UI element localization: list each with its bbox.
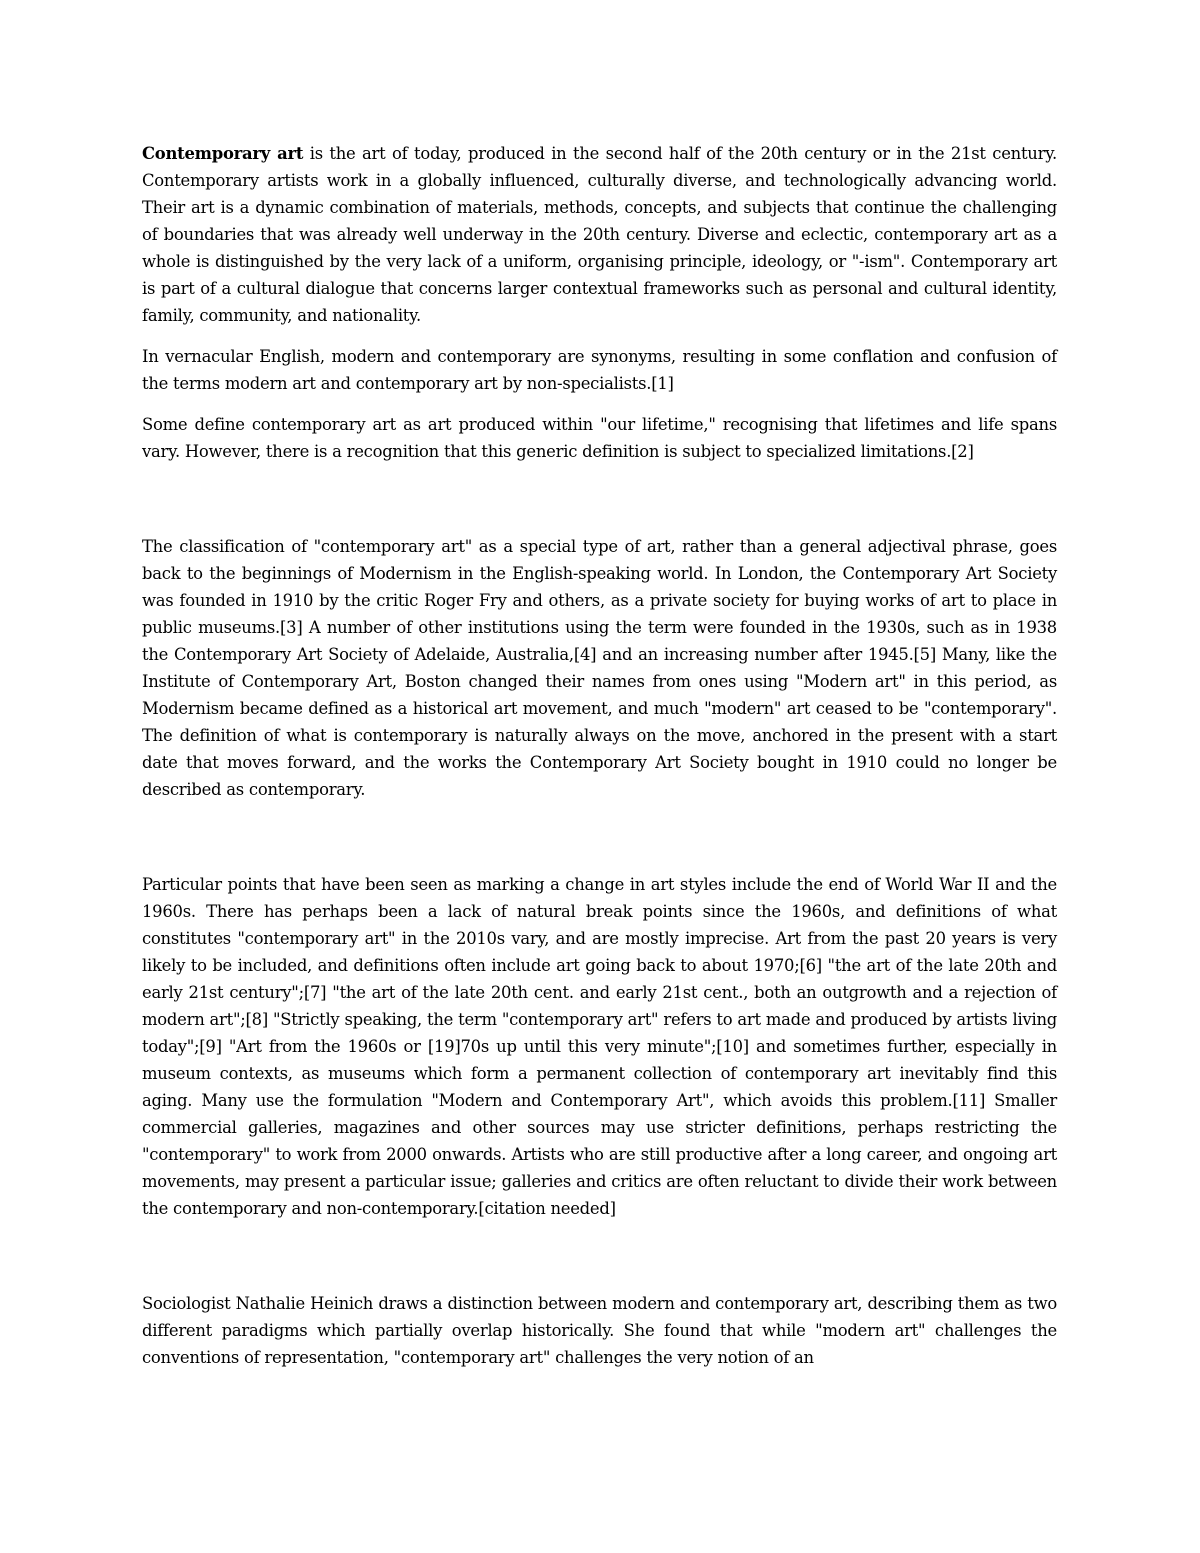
- document-body: [142, 140, 1057, 1371]
- paragraph-vernacular: In vernacular English, modern and contemporary are synonyms, resulting in some conflation and confusion of the terms modern art and contemporary art by non-specialists.[1]: [142, 347, 1057, 393]
- paragraph-break-points: Particular points that have been seen as marking a change in art styles include the end of World War II and the 1960s. There has perhaps been a lack of natural break points since the 1960s, and definitions of what constitutes "contemporary art" in the 2010s vary, and are mostly imprecise. Art from the past 20 years is very likely to be included, and definitions often include art going back to about 1970;[6] "the art of the late 20th and early 21st century";[7] "the art of the late 20th cent. and early 21st cent., both an outgrowth and a rejection of modern art";[8] "Strictly speaking, the term "contemporary art" refers to art made and produced by artists living today";[9] "Art from the 1960s or [19]70s up until this very minute";[10] and sometimes further, especially in museum contexts, as museums which form a permanent collection of contemporary art inevitably find this aging. Many use the formulation "Modern and Contemporary Art", which avoids this problem.[11] Smaller commercial galleries, magazines and other sources may use stricter definitions, perhaps restricting the "contemporary" to work from 2000 onwards. Artists who are still productive after a long career, and ongoing art movements, may present a particular issue; galleries and critics are often reluctant to divide their work between the contemporary and non-contemporary.[citation needed]: [142, 875, 1057, 1218]
- paragraph-lifetime: Some define contemporary art as art produced within "our lifetime," recognising that lifetimes and life spans vary. However, there is a recognition that this generic definition is subject to specialized limitations.[2]: [142, 415, 1057, 461]
- bold-term: Contemporary art: [142, 144, 304, 163]
- paragraph-text: is the art of today, produced in the second half of the 20th century or in the 21st century. Contemporary artists work in a globally influenced, culturally diverse, and technologically advancing world. Their art is a dynamic combination of materials, methods, concepts, and subjects that continue the challenging of boundaries that was already well underway in the 20th century. Diverse and eclectic, contemporary art as a whole is distinguished by the very lack of a uniform, organising principle, ideology, or "-ism". Contemporary art is part of a cultural dialogue that concerns larger contextual frameworks such as personal and cultural identity, family, community, and nationality.: [142, 144, 1057, 325]
- paragraph-classification: The classification of "contemporary art" as a special type of art, rather than a general adjectival phrase, goes back to the beginnings of Modernism in the English-speaking world. In London, the Contemporary Art Society was founded in 1910 by the critic Roger Fry and others, as a private society for buying works of art to place in public museums.[3] A number of other institutions using the term were founded in the 1930s, such as in 1938 the Contemporary Art Society of Adelaide, Australia,[4] and an increasing number after 1945.[5] Many, like the Institute of Contemporary Art, Boston changed their names from ones using "Modern art" in this period, as Modernism became defined as a historical art movement, and much "modern" art ceased to be "contemporary". The definition of what is contemporary is naturally always on the move, anchored in the present with a start date that moves forward, and the works the Contemporary Art Society bought in 1910 could no longer be described as contemporary.: [142, 537, 1057, 799]
- paragraph-heinich: Sociologist Nathalie Heinich draws a distinction between modern and contemporary art, describing them as two different paradigms which partially overlap historically. She found that while "modern art" challenges the conventions of representation, "contemporary art" challenges the very notion of an: [142, 1294, 1057, 1367]
- paragraph-intro: [142, 140, 1057, 329]
